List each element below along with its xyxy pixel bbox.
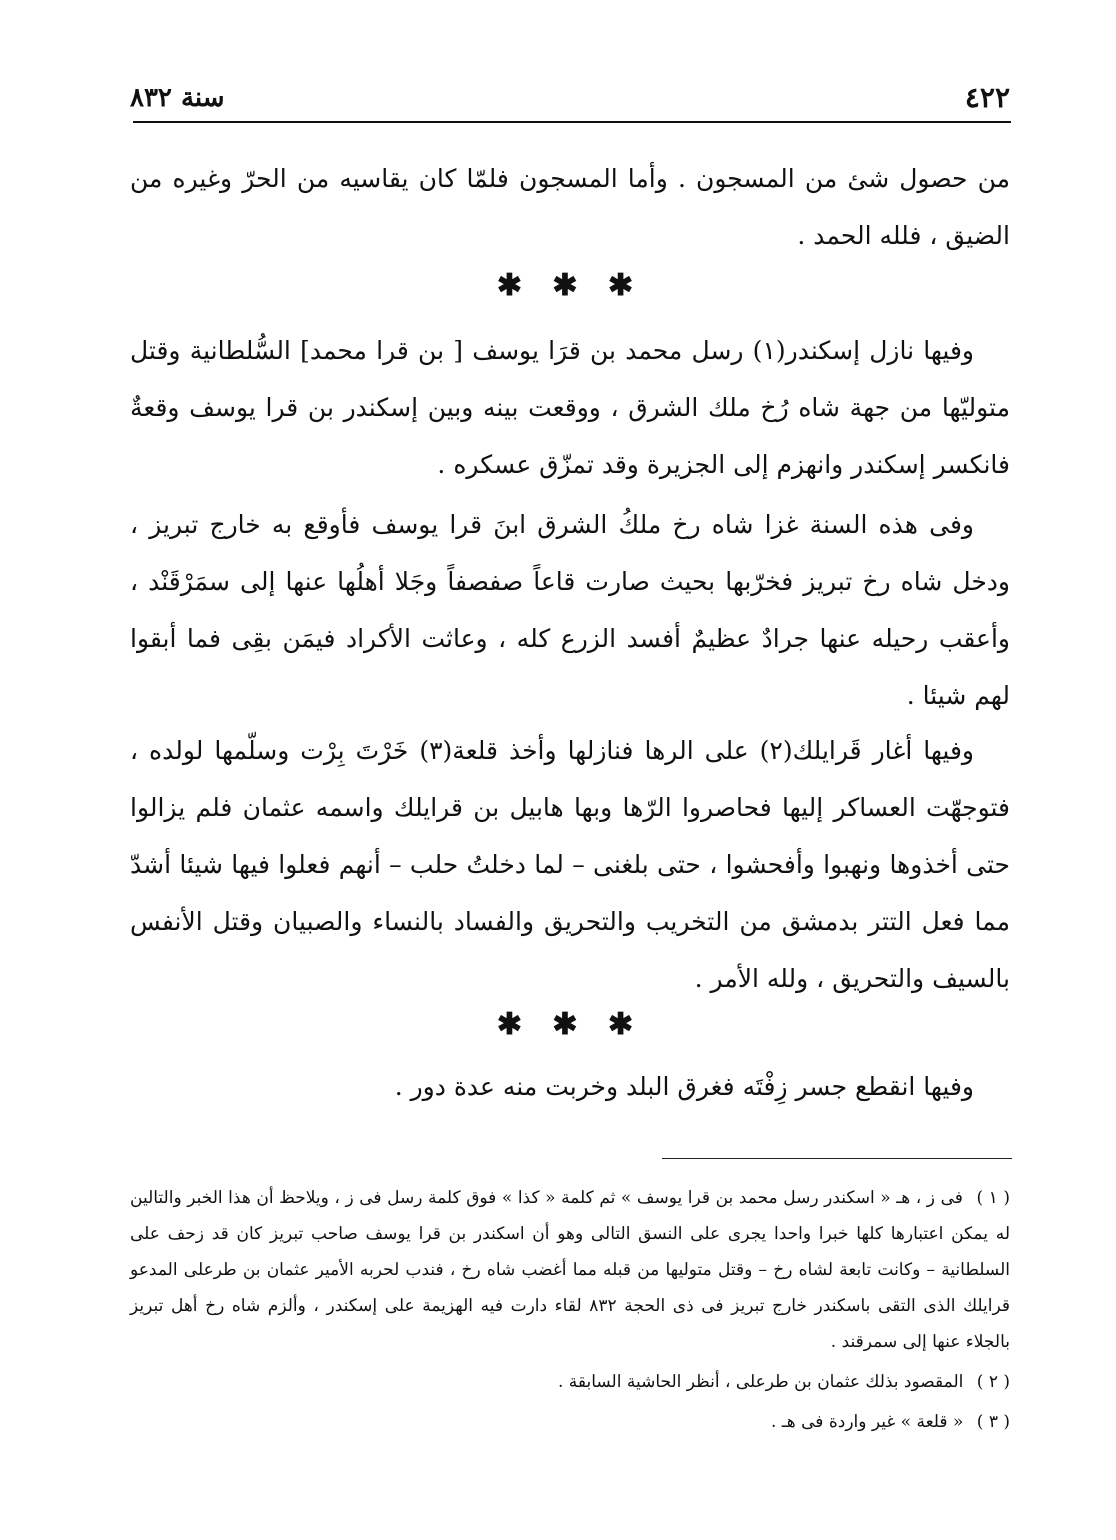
footnote-3-mark: ( ٣ ) [976,1412,1010,1432]
footnote-rule [662,1158,1012,1159]
footnote-3 [130,1404,1010,1440]
paragraph-3: وفى هذه السنة غزا شاه رخ ملكُ الشرق ابنَ قرا يوسف فأوقع به خارج تبريز ، ودخل شاه رخ تبريز فخرّبها بحيث صارت قاعاً صفصفاً وجَلا أهلُها عنها إلى سمَرْقَنْد ، وأعقب رحيله عنها جرادٌ عظيمٌ أفسد الزرع كله ، وعاثت الأكراد فيمَن بقِى فما أبقوا لهم شيئا . [130,510,1010,710]
footnote-2-mark: ( ٢ ) [976,1372,1010,1392]
footnote-3-text: « قلعة » غير واردة فى هـ . [770,1412,964,1432]
paragraph-4-block [130,722,1010,1007]
paragraph-1-block [130,150,1010,264]
section-separator-2: ✱ ✱ ✱ [496,1007,644,1042]
footnote-2-text: المقصود بذلك عثمان بن طرعلى ، أنظر الحاشية السابقة . [557,1372,964,1392]
paragraph-5: وفيها انقطع جسر زِفْتَه فغرق البلد وخربت منه عدة دور . [394,1072,974,1101]
paragraph-4: وفيها أغار قَرايلك(٢) على الرها فنازلها وأخذ قلعة(٣) خَرْتَ بِرْت وسلّمها لولده ، فتوجهّت العساكر إليها فحاصروا الرّها وبها هابيل بن قرايلك واسمه عثمان فلم يزالوا حتى أخذوها ونهبوا وأفحشوا ، حتى بلغنى – لما دخلتُ حلب – أنهم فعلوا فيها شيئا أشدّ مما فعل التتر بدمشق من التخريب والتحريق والفساد بالنساء والصبيان وقتل الأنفس بالسيف والتحريق ، ولله الأمر . [130,736,1010,993]
paragraph-1: من حصول شئ من المسجون . وأما المسجون فلمّا كان يقاسيه من الحرّ وغيره من الضيق ، فلله الحمد . [130,164,1010,250]
paragraph-2-block [130,322,1010,493]
footnote-1 [130,1180,1010,1360]
footnote-1-mark: ( ١ ) [976,1188,1010,1208]
section-separator-1: ✱ ✱ ✱ [496,268,644,303]
footnote-1-text: فى ز ، هـ « اسكندر رسل محمد بن قرا يوسف » ثم كلمة « كذا » فوق كلمة رسل فى ز ، ويلاحظ أن هذا الخبر والتالين له يمكن اعتبارها كلها خبرا واحدا يجرى على النسق التالى وهو أن اسكندر بن قرا يوسف صاحب تبريز كان قد زحف على السلطانية – وكانت تابعة لشاه رخ – وقتل متوليها من قبله مما أغضب شاه رخ ، فندب لحربه الأمير عثمان بن طرعلى المدعو قرايلك الذى التقى باسكندر خارج تبريز فى ذى الحجة ٨٣٢ لقاء دارت فيه الهزيمة على إسكندر ، وألزم شاه رخ أهل تبريز بالجلاء عنها إلى سمرقند . [130,1188,1010,1352]
footnotes [130,1180,1010,1444]
paragraph-5-block [130,1058,1010,1115]
running-title-year: سنة ٨٣٢ [130,83,225,113]
page-number: ٤٢٢ [964,81,1010,114]
paragraph-3-block [130,496,1010,724]
paragraph-2: وفيها نازل إسكندر(١) رسل محمد بن قرَا يوسف [ بن قرا محمد] السُّلطانية وقتل متوليّها من جهة شاه رُخ ملك الشرق ، ووقعت بينه وبين إسكندر بن قرا يوسف وقعةٌ فانكسر إسكندر وانهزم إلى الجزيرة وقد تمزّق عسكره . [130,336,1010,479]
page-header [130,80,1010,116]
footnote-2 [130,1364,1010,1400]
header-rule [133,121,1011,123]
